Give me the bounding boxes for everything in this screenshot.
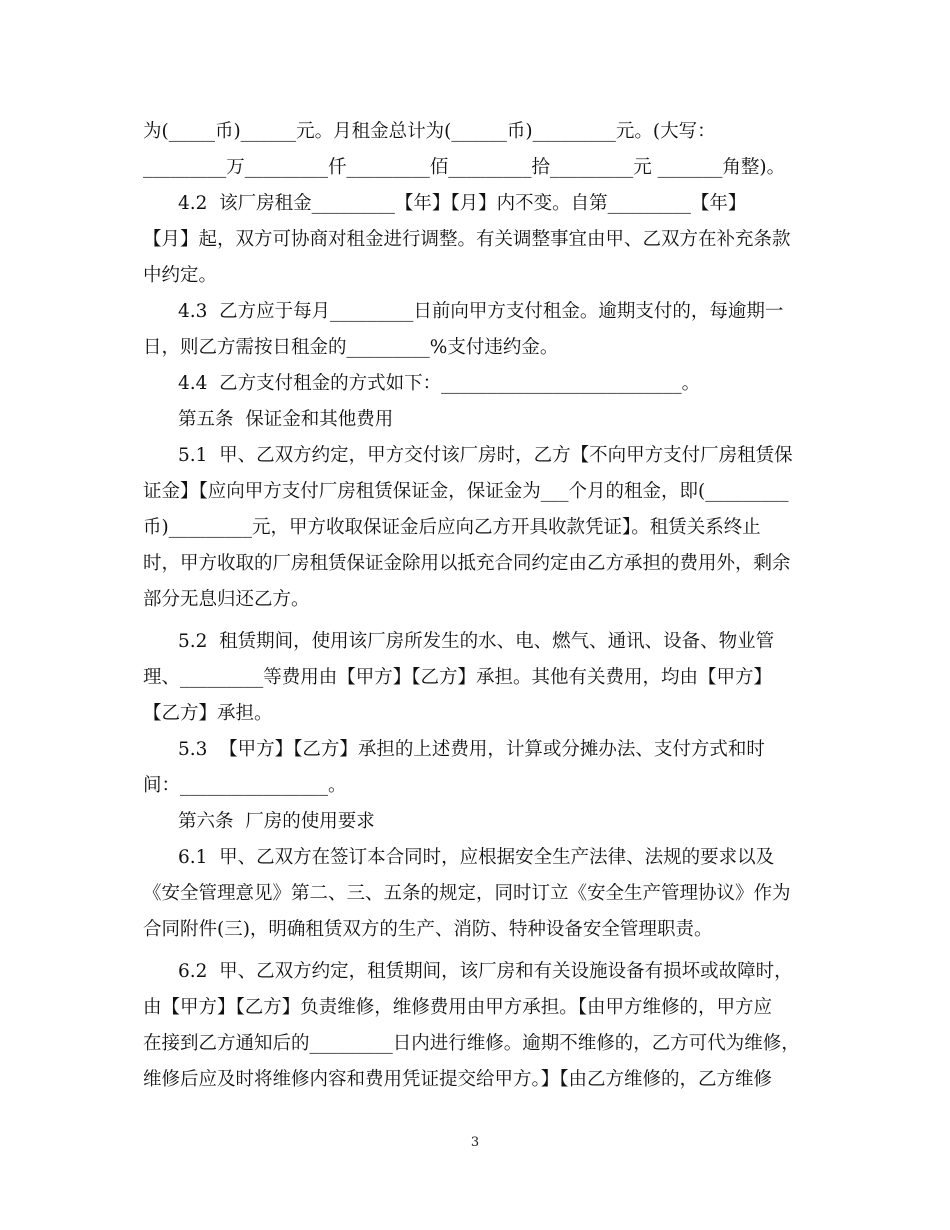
text-line-13: 时，甲方收取的厂房租赁保证金除用以抵充合同约定由乙方承担的费用外，剩余 — [143, 553, 791, 574]
clause-4-3: 4.3 乙方应于每月_________日前向甲方支付租金。逾期支付的，每逾期一 — [178, 301, 784, 322]
text-line-14: 部分无息归还乙方。 — [143, 589, 310, 610]
text-line-19: 间：________________。 — [143, 775, 347, 796]
clause-4-4: 4.4 乙方支付租金的方式如下：__________________________。 — [178, 373, 701, 394]
clause-5-3: 5.3 【甲方】【乙方】承担的上述费用，计算或分摊办法、支付方式和时 — [178, 739, 765, 760]
text-line-5: 中约定。 — [143, 265, 218, 286]
text-line-27: 维修后应及时将维修内容和费用凭证提交给甲方。】【由乙方维修的，乙方维修 — [143, 1069, 773, 1090]
text-line-12: 币)_________元，甲方收取保证金后应向乙方开具收款凭证】。租赁关系终止 — [143, 517, 761, 538]
text-line-17: 【乙方】承担。 — [143, 703, 273, 724]
text-line-1: 为(_____币)______元。月租金总计为(______币)_________元。(大写： — [143, 121, 716, 142]
article-5-heading: 第五条 保证金和其他费用 — [178, 409, 394, 430]
page-number: 3 — [470, 1135, 480, 1150]
text-line-16: 理、_________等费用由【甲方】【乙方】承担。其他有关费用，均由【甲方】 — [143, 667, 773, 688]
clause-5-1: 5.1 甲、乙双方约定，甲方交付该厂房时，乙方【不向甲方支付厂房租赁保 — [178, 445, 793, 466]
text-line-4: 【月】起，双方可协商对租金进行调整。有关调整事宜由甲、乙双方在补充条款 — [143, 229, 791, 250]
text-line-25: 由【甲方】【乙方】负责维修，维修费用由甲方承担。【由甲方维修的，甲方应 — [143, 997, 773, 1018]
clause-4-2: 4.2 该厂房租金_________【年】【月】内不变。自第_________【年】 — [178, 193, 747, 214]
text-line-22: 《安全管理意见》第二、三、五条的规定，同时订立《安全生产管理协议》作为 — [143, 883, 791, 904]
text-line-11: 证金】【应向甲方支付厂房租赁保证金，保证金为___个月的租金，即(_________ — [143, 481, 789, 502]
text-line-7: 日，则乙方需按日租金的_________%支付违约金。 — [143, 337, 559, 358]
clause-6-1: 6.1 甲、乙双方在签订本合同时，应根据安全生产法律、法规的要求以及 — [178, 847, 775, 868]
clause-6-2: 6.2 甲、乙双方约定，租赁期间，该厂房和有关设施设备有损坏或故障时， — [178, 961, 793, 982]
clause-5-2: 5.2 租赁期间，使用该厂房所发生的水、电、燃气、通讯、设备、物业管 — [178, 631, 775, 652]
text-line-2: _________万_________仟_________佰_________拾_________元 _______角整)。 — [143, 157, 786, 178]
text-line-26: 在接到乙方通知后的_________日内进行维修。逾期不维修的，乙方可代为维修， — [143, 1033, 800, 1054]
text-line-23: 合同附件(三)，明确租赁双方的生产、消防、特种设备安全管理职责。 — [143, 919, 713, 940]
article-6-heading: 第六条 厂房的使用要求 — [178, 811, 375, 832]
